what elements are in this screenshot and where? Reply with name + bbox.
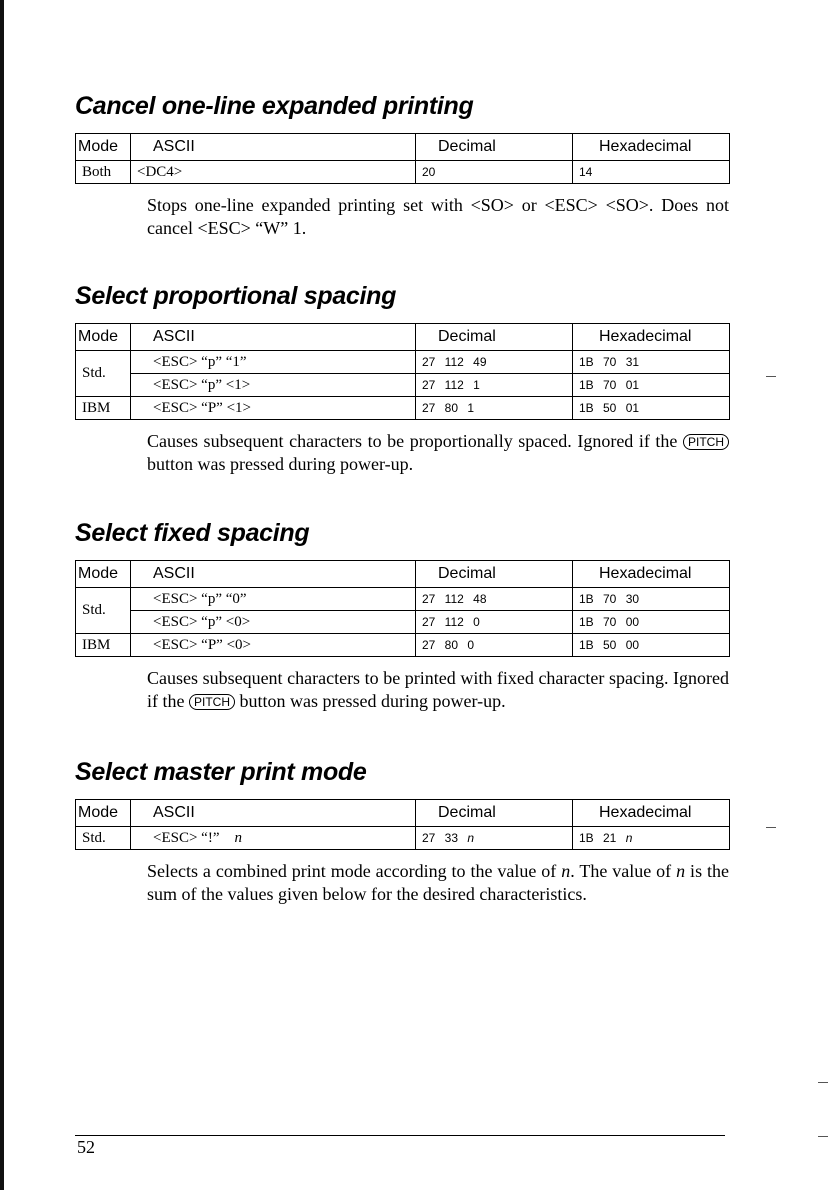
variable-n: n bbox=[625, 831, 633, 845]
decimal-text: 27 33 bbox=[422, 831, 459, 845]
cell-hex bbox=[573, 827, 730, 850]
variable-n: n bbox=[467, 831, 475, 845]
description-text: button was pressed during power-up. bbox=[235, 691, 506, 711]
cell-decimal: 27 112 48 bbox=[416, 588, 573, 611]
variable-n: n bbox=[234, 829, 242, 846]
cell-ascii bbox=[131, 827, 416, 850]
cell-hex: 1B 70 31 bbox=[573, 351, 730, 374]
header-ascii: ASCII bbox=[131, 134, 416, 161]
cell-ascii: <ESC> “P” <0> bbox=[131, 634, 416, 657]
cell-decimal: 27 112 0 bbox=[416, 611, 573, 634]
cell-ascii: <ESC> “p” <1> bbox=[131, 374, 416, 397]
cell-hex: 1B 70 01 bbox=[573, 374, 730, 397]
section-proportional-spacing bbox=[75, 282, 729, 476]
header-hexadecimal: Hexadecimal bbox=[573, 800, 730, 827]
command-table bbox=[75, 133, 730, 184]
description-text: Causes subsequent characters to be proportionally spaced. Ignored if the bbox=[147, 431, 683, 451]
section-fixed-spacing bbox=[75, 519, 729, 713]
table-row bbox=[76, 827, 730, 850]
cell-ascii: <DC4> bbox=[131, 161, 416, 184]
cell-decimal bbox=[416, 827, 573, 850]
header-ascii: ASCII bbox=[131, 800, 416, 827]
header-mode: Mode bbox=[76, 324, 131, 351]
table-row bbox=[76, 611, 730, 634]
cell-mode: IBM bbox=[76, 397, 131, 420]
table-row bbox=[76, 588, 730, 611]
header-hexadecimal: Hexadecimal bbox=[573, 134, 730, 161]
description-text: Selects a combined print mode according to the value of bbox=[147, 861, 562, 881]
header-ascii: ASCII bbox=[131, 324, 416, 351]
header-hexadecimal: Hexadecimal bbox=[573, 561, 730, 588]
section-description: Stops one-line expanded printing set with <SO> or <ESC> <SO>. Does not cancel <ESC> “W” 1. bbox=[147, 195, 729, 238]
section-cancel-expanded bbox=[75, 92, 729, 240]
hex-text: 1B 21 bbox=[579, 831, 617, 845]
section-heading: Cancel one-line expanded printing bbox=[75, 92, 474, 120]
table-row bbox=[76, 351, 730, 374]
margin-tick bbox=[818, 1136, 828, 1137]
table-row bbox=[76, 161, 730, 184]
description-text: button was pressed during power-up. bbox=[147, 454, 414, 474]
cell-decimal: 27 80 0 bbox=[416, 634, 573, 657]
pitch-key-icon: PITCH bbox=[683, 434, 729, 450]
cell-decimal: 27 112 1 bbox=[416, 374, 573, 397]
header-decimal: Decimal bbox=[416, 800, 573, 827]
header-ascii: ASCII bbox=[131, 561, 416, 588]
section-heading: Select proportional spacing bbox=[75, 282, 397, 310]
cell-mode: Both bbox=[76, 161, 131, 184]
cell-mode: Std. bbox=[76, 351, 131, 397]
cell-hex: 1B 50 00 bbox=[573, 634, 730, 657]
table-header-row bbox=[76, 800, 730, 827]
cell-hex: 1B 70 00 bbox=[573, 611, 730, 634]
description-text: Causes subsequent characters to be printed with fixed character spacing. Ignored if the bbox=[147, 668, 729, 711]
header-decimal: Decimal bbox=[416, 561, 573, 588]
cell-decimal: 27 80 1 bbox=[416, 397, 573, 420]
section-heading: Select fixed spacing bbox=[75, 519, 310, 547]
cell-decimal: 27 112 49 bbox=[416, 351, 573, 374]
margin-tick bbox=[818, 1082, 828, 1083]
header-mode: Mode bbox=[76, 800, 131, 827]
description-text: . The value of bbox=[570, 861, 677, 881]
cell-ascii: <ESC> “p” “0” bbox=[131, 588, 416, 611]
section-description bbox=[147, 430, 729, 476]
header-decimal: Decimal bbox=[416, 324, 573, 351]
command-table bbox=[75, 323, 730, 420]
header-hexadecimal: Hexadecimal bbox=[573, 324, 730, 351]
cell-mode: IBM bbox=[76, 634, 131, 657]
cell-ascii: <ESC> “p” “1” bbox=[131, 351, 416, 374]
header-decimal: Decimal bbox=[416, 134, 573, 161]
table-row bbox=[76, 374, 730, 397]
section-master-print-mode bbox=[75, 758, 729, 906]
section-description bbox=[147, 860, 729, 906]
cell-hex: 1B 70 30 bbox=[573, 588, 730, 611]
section-heading: Select master print mode bbox=[75, 758, 367, 786]
cell-mode: Std. bbox=[76, 827, 131, 850]
description-text: is the sum of the values given below for the desired characteristics. bbox=[147, 861, 729, 904]
section-description bbox=[147, 667, 729, 713]
header-mode: Mode bbox=[76, 561, 131, 588]
table-header-row bbox=[76, 134, 730, 161]
ascii-text: <ESC> “!” bbox=[153, 829, 220, 846]
pitch-key-icon: PITCH bbox=[189, 694, 235, 710]
footer-rule bbox=[75, 1135, 725, 1136]
cell-hex: 14 bbox=[573, 161, 730, 184]
variable-n: n bbox=[676, 861, 686, 881]
table-row bbox=[76, 397, 730, 420]
cell-decimal: 20 bbox=[416, 161, 573, 184]
table-row bbox=[76, 634, 730, 657]
header-mode: Mode bbox=[76, 134, 131, 161]
table-header-row bbox=[76, 324, 730, 351]
variable-n: n bbox=[561, 861, 571, 881]
cell-ascii: <ESC> “P” <1> bbox=[131, 397, 416, 420]
cell-ascii: <ESC> “p” <0> bbox=[131, 611, 416, 634]
margin-tick bbox=[766, 827, 776, 828]
page-number: 52 bbox=[77, 1137, 95, 1157]
cell-mode: Std. bbox=[76, 588, 131, 634]
margin-tick bbox=[766, 376, 776, 377]
page-edge-mark bbox=[0, 0, 4, 1190]
command-table bbox=[75, 799, 730, 850]
command-table bbox=[75, 560, 730, 657]
table-header-row bbox=[76, 561, 730, 588]
cell-hex: 1B 50 01 bbox=[573, 397, 730, 420]
